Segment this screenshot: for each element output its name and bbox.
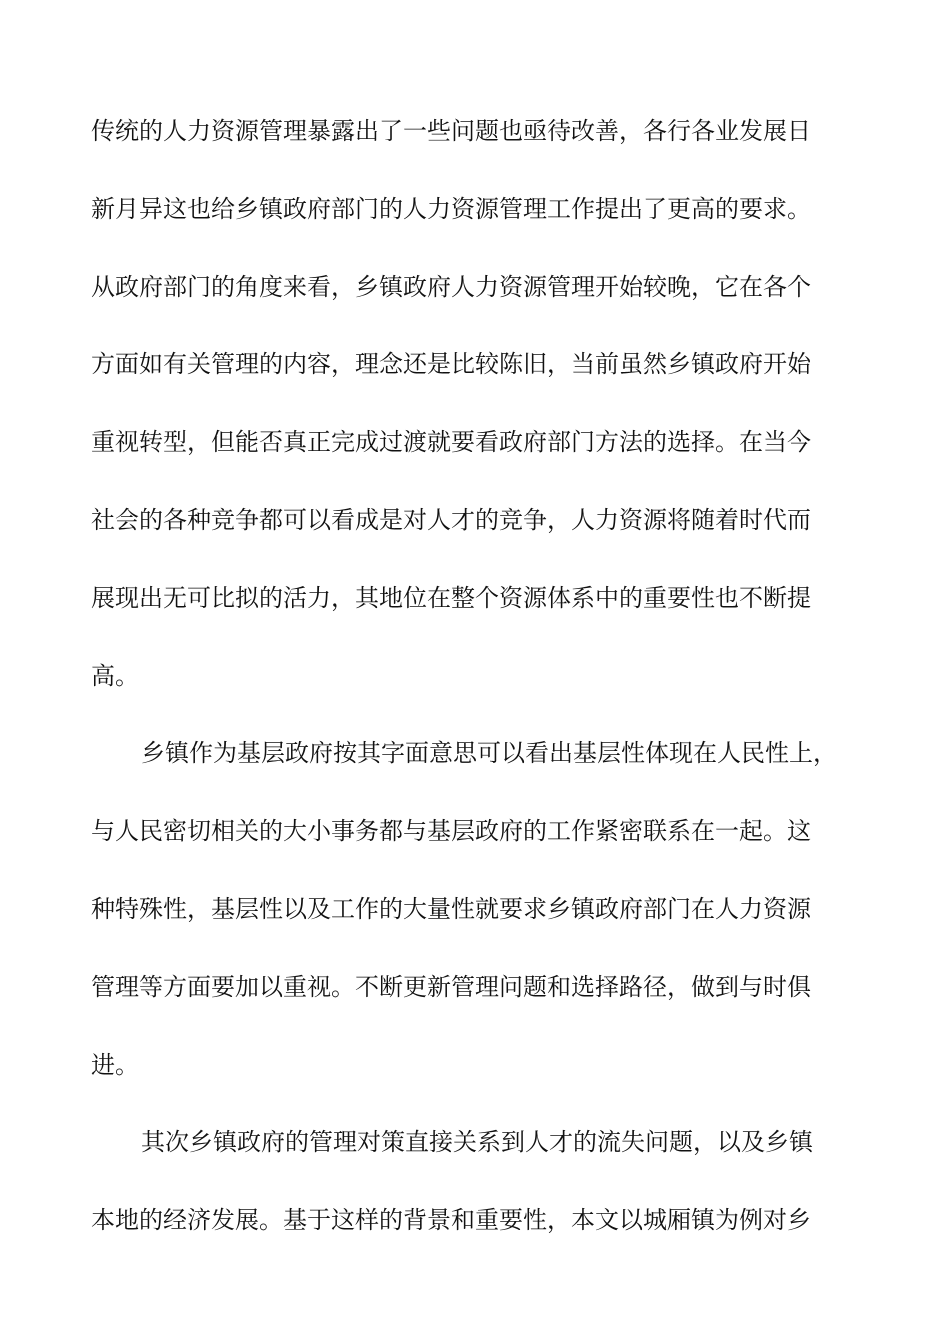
paragraph-first-line: 乡镇作为基层政府按其字面意思可以看出基层性体现在人民性上， <box>141 739 837 768</box>
text-line: 展现出无可比拟的活力，其地位在整个资源体系中的重要性也不断提 <box>91 583 811 612</box>
text-line: 重视转型，但能否真正完成过渡就要看政府部门方法的选择。在当今 <box>91 428 811 457</box>
text-line: 新月异这也给乡镇政府部门的人力资源管理工作提出了更高的要求。 <box>91 194 811 223</box>
text-line: 从政府部门的角度来看，乡镇政府人力资源管理开始较晚，它在各个 <box>91 272 811 301</box>
text-line: 高。 <box>91 661 139 690</box>
paragraph-first-line: 其次乡镇政府的管理对策直接关系到人才的流失问题，以及乡镇 <box>141 1128 813 1157</box>
text-line: 传统的人力资源管理暴露出了一些问题也亟待改善，各行各业发展日 <box>91 117 811 145</box>
text-line: 进。 <box>91 1050 139 1079</box>
text-line: 本地的经济发展。基于这样的背景和重要性，本文以城厢镇为例对乡 <box>91 1206 811 1235</box>
text-line: 管理等方面要加以重视。不断更新管理问题和选择路径，做到与时俱 <box>91 972 811 1001</box>
text-line: 方面如有关管理的内容，理念还是比较陈旧，当前虽然乡镇政府开始 <box>91 350 811 379</box>
text-line: 与人民密切相关的大小事务都与基层政府的工作紧密联系在一起。这 <box>91 817 811 846</box>
text-line: 社会的各种竞争都可以看成是对人才的竞争，人力资源将随着时代而 <box>91 505 811 534</box>
text-line: 种特殊性，基层性以及工作的大量性就要求乡镇政府部门在人力资源 <box>91 894 811 923</box>
body-text <box>91 104 861 1271</box>
